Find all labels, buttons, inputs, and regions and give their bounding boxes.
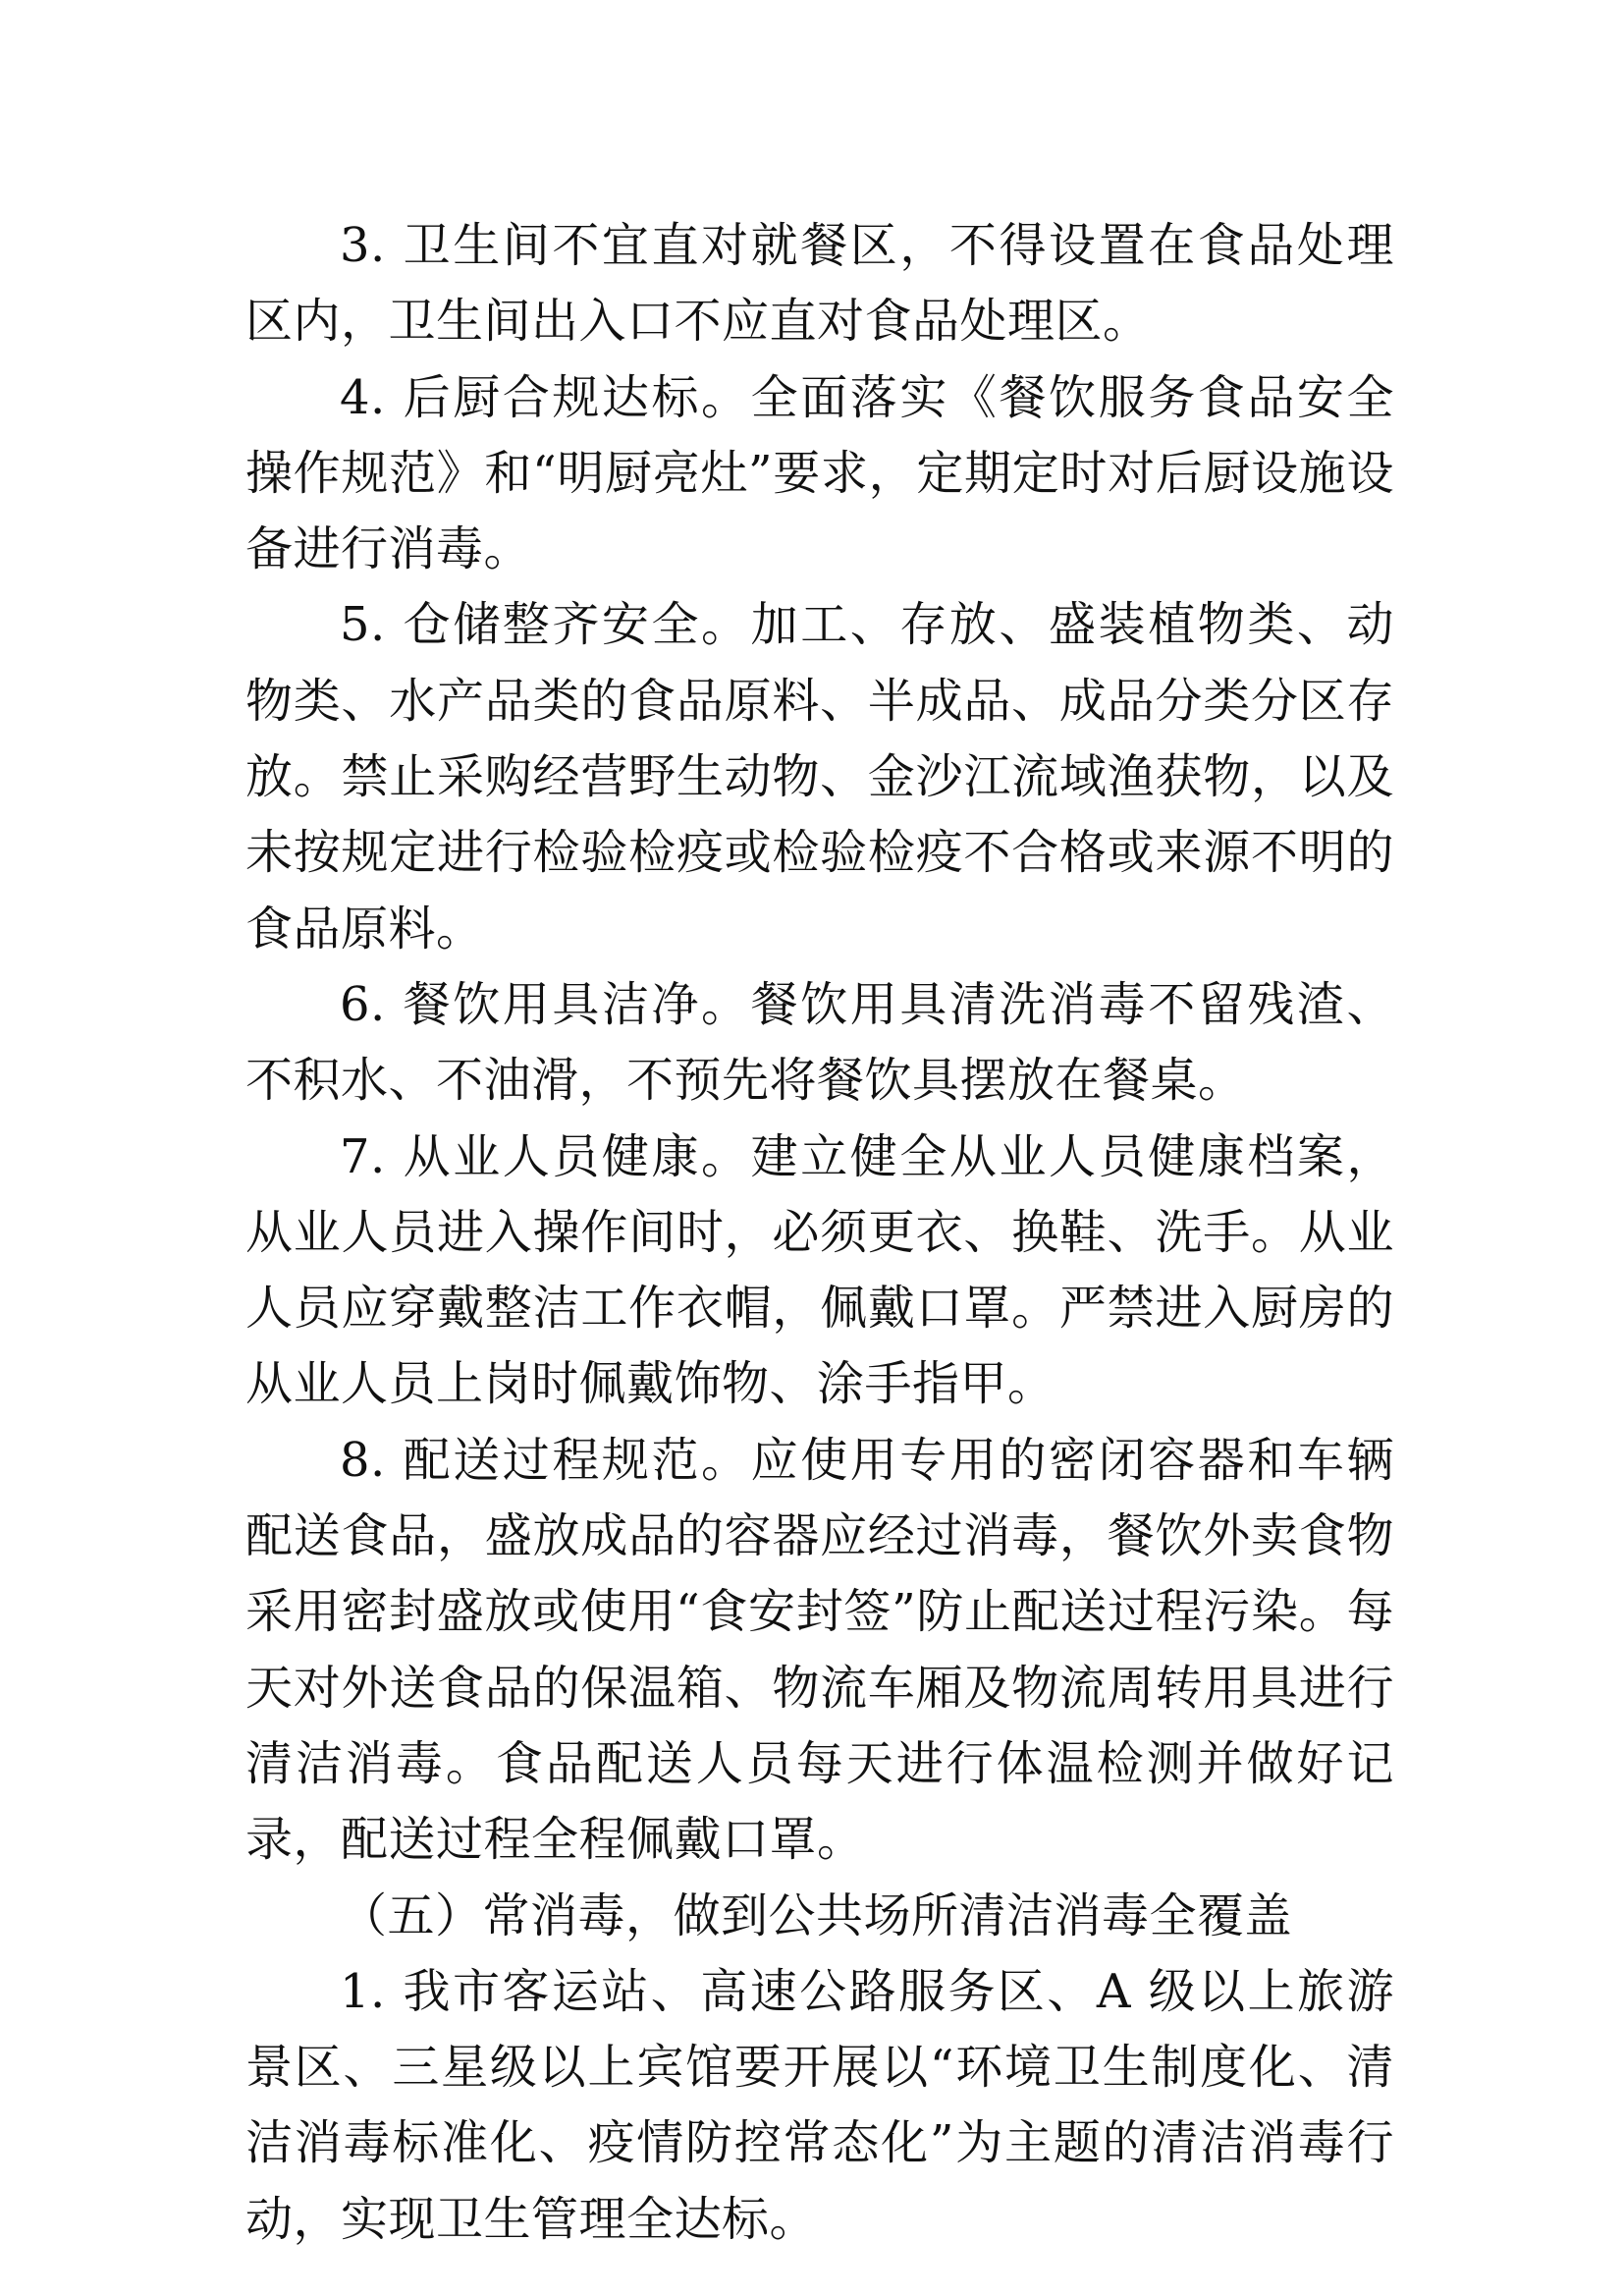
paragraph-item-7: 7. 从业人员健康。建立健全从业人员健康档案，从业人员进入操作间时，必须更衣、换鞋、洗手。从业人员应穿戴整洁工作衣帽，佩戴口罩。严禁进入厨房的从业人员上岗时佩戴饰物、涂手指甲。: [245, 1128, 1394, 1412]
paragraph-item-6: 6. 餐饮用具洁净。餐饮用具清洗消毒不留残渣、不积水、不油滑，不预先将餐饮具摆放在餐桌。: [245, 976, 1394, 1109]
paragraph-item-4: 4. 后厨合规达标。全面落实《餐饮服务食品安全操作规范》和“明厨亮灶”要求，定期定时对后厨设施设备进行消毒。: [245, 369, 1394, 577]
document-body: [245, 208, 1394, 2258]
paragraph-item-3: 3. 卫生间不宜直对就餐区，不得设置在食品处理区内，卫生间出入口不应直对食品处理区。: [245, 218, 1394, 350]
section-heading-5: （五）常消毒，做到公共场所清洁消毒全覆盖: [340, 1887, 1293, 1943]
paragraph-item-8: 8. 配送过程规范。应使用专用的密闭容器和车辆配送食品，盛放成品的容器应经过消毒，餐饮外卖食物采用密封盛放或使用“食安封签”防止配送过程污染。每天对外送食品的保温箱、物流车厢及物流周转用具进行清洁消毒。食品配送人员每天进行体温检测并做好记录，配送过程全程佩戴口罩。: [245, 1432, 1394, 1868]
paragraph-item-1: 1. 我市客运站、高速公路服务区、A 级以上旅游景区、三星级以上宾馆要开展以“环境卫生制度化、清洁消毒标准化、疫情防控常态化”为主题的清洁消毒行动，实现卫生管理全达标。: [245, 1963, 1394, 2247]
paragraph-item-5: 5. 仓储整齐安全。加工、存放、盛装植物类、动物类、水产品类的食品原料、半成品、成品分类分区存放。禁止采购经营野生动物、金沙江流域渔获物，以及未按规定进行检验检疫或检验检疫不合格或来源不明的食品原料。: [245, 597, 1394, 957]
